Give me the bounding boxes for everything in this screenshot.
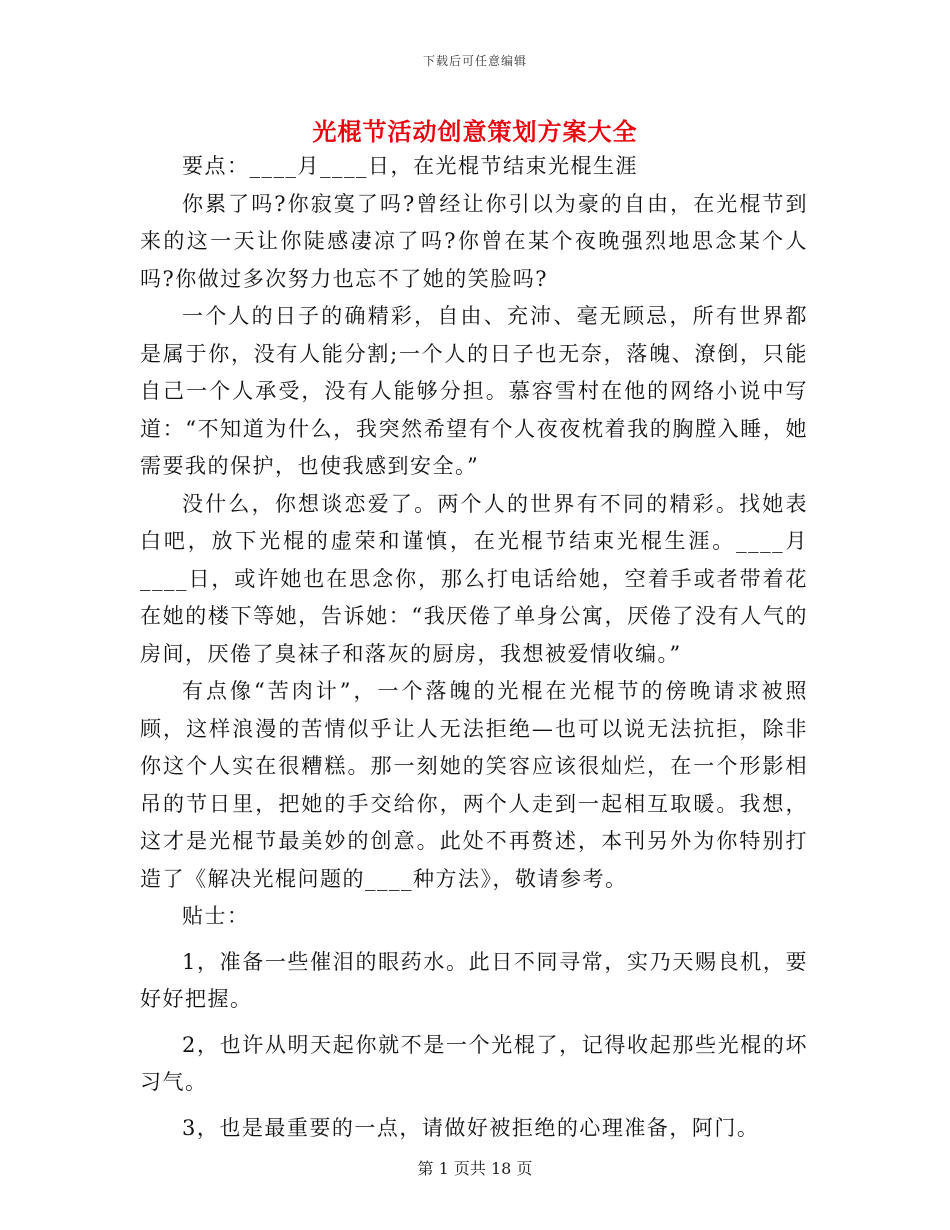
paragraph-2: 一个人的日子的确精彩，自由、充沛、毫无顾忌，所有世界都是属于你，没有人能分割;一个人的日子也无奈，落魄、潦倒，只能自己一个人承受，没有人能够分担。慕容雪村在他的网络小说中写道：“不知道为什么，我突然希望有个人夜夜枕着我的胸膛入睡，她需要我的保护，也使我感到安全。”: [140, 304, 808, 478]
page-header-note: 下载后可任意编辑: [422, 54, 527, 68]
paragraph-1: 你累了吗?你寂寞了吗?曾经让你引以为豪的自由，在光棍节到来的这一天让你陡感凄凉了吗?你曾在某个夜晚强烈地思念某个人吗?你做过多次努力也忘不了她的笑脸吗?: [140, 191, 808, 291]
paragraph-key-point: 要点：____月____日，在光棍节结束光棍生涯: [182, 154, 638, 178]
page-number: 第 1 页共 18 页: [417, 1159, 533, 1178]
tip-item-3: 3，也是最重要的一点，请做好被拒绝的心理准备，阿门。: [182, 1115, 760, 1140]
document-title: 光棍节活动创意策划方案大全: [312, 117, 638, 146]
tip-item-1: 1，准备一些催泪的眼药水。此日不同寻常，实乃天赐良机，要好好把握。: [140, 949, 808, 1011]
tip-item-2: 2，也许从明天起你就不是一个光棍了，记得收起那些光棍的坏习气。: [140, 1032, 808, 1094]
tips-heading: 贴士：: [182, 904, 250, 928]
paragraph-4: 有点像“苦肉计”，一个落魄的光棍在光棍节的傍晚请求被照顾，这样浪漫的苦情似乎让人无法拒绝—也可以说无法抗拒，除非你这个人实在很糟糕。那一刻她的笑容应该很灿烂，在一个形影相吊的节日里，把她的手交给你，两个人走到一起相互取暖。我想，这才是光棍节最美妙的创意。此处不再赘述，本刊另外为你特别打造了《解决光棍问题的____种方法》，敬请参考。: [140, 679, 808, 891]
paragraph-3: 没什么，你想谈恋爱了。两个人的世界有不同的精彩。找她表白吧，放下光棍的虚荣和谨慎，在光棍节结束光棍生涯。____月____日，或许她也在思念你，那么打电话给她，空着手或者带着花在她的楼下等她，告诉她：“我厌倦了单身公寓，厌倦了没有人气的房间，厌倦了臭袜子和落灰的厨房，我想被爱情收编。”: [140, 491, 808, 666]
document-body: [140, 148, 808, 1147]
